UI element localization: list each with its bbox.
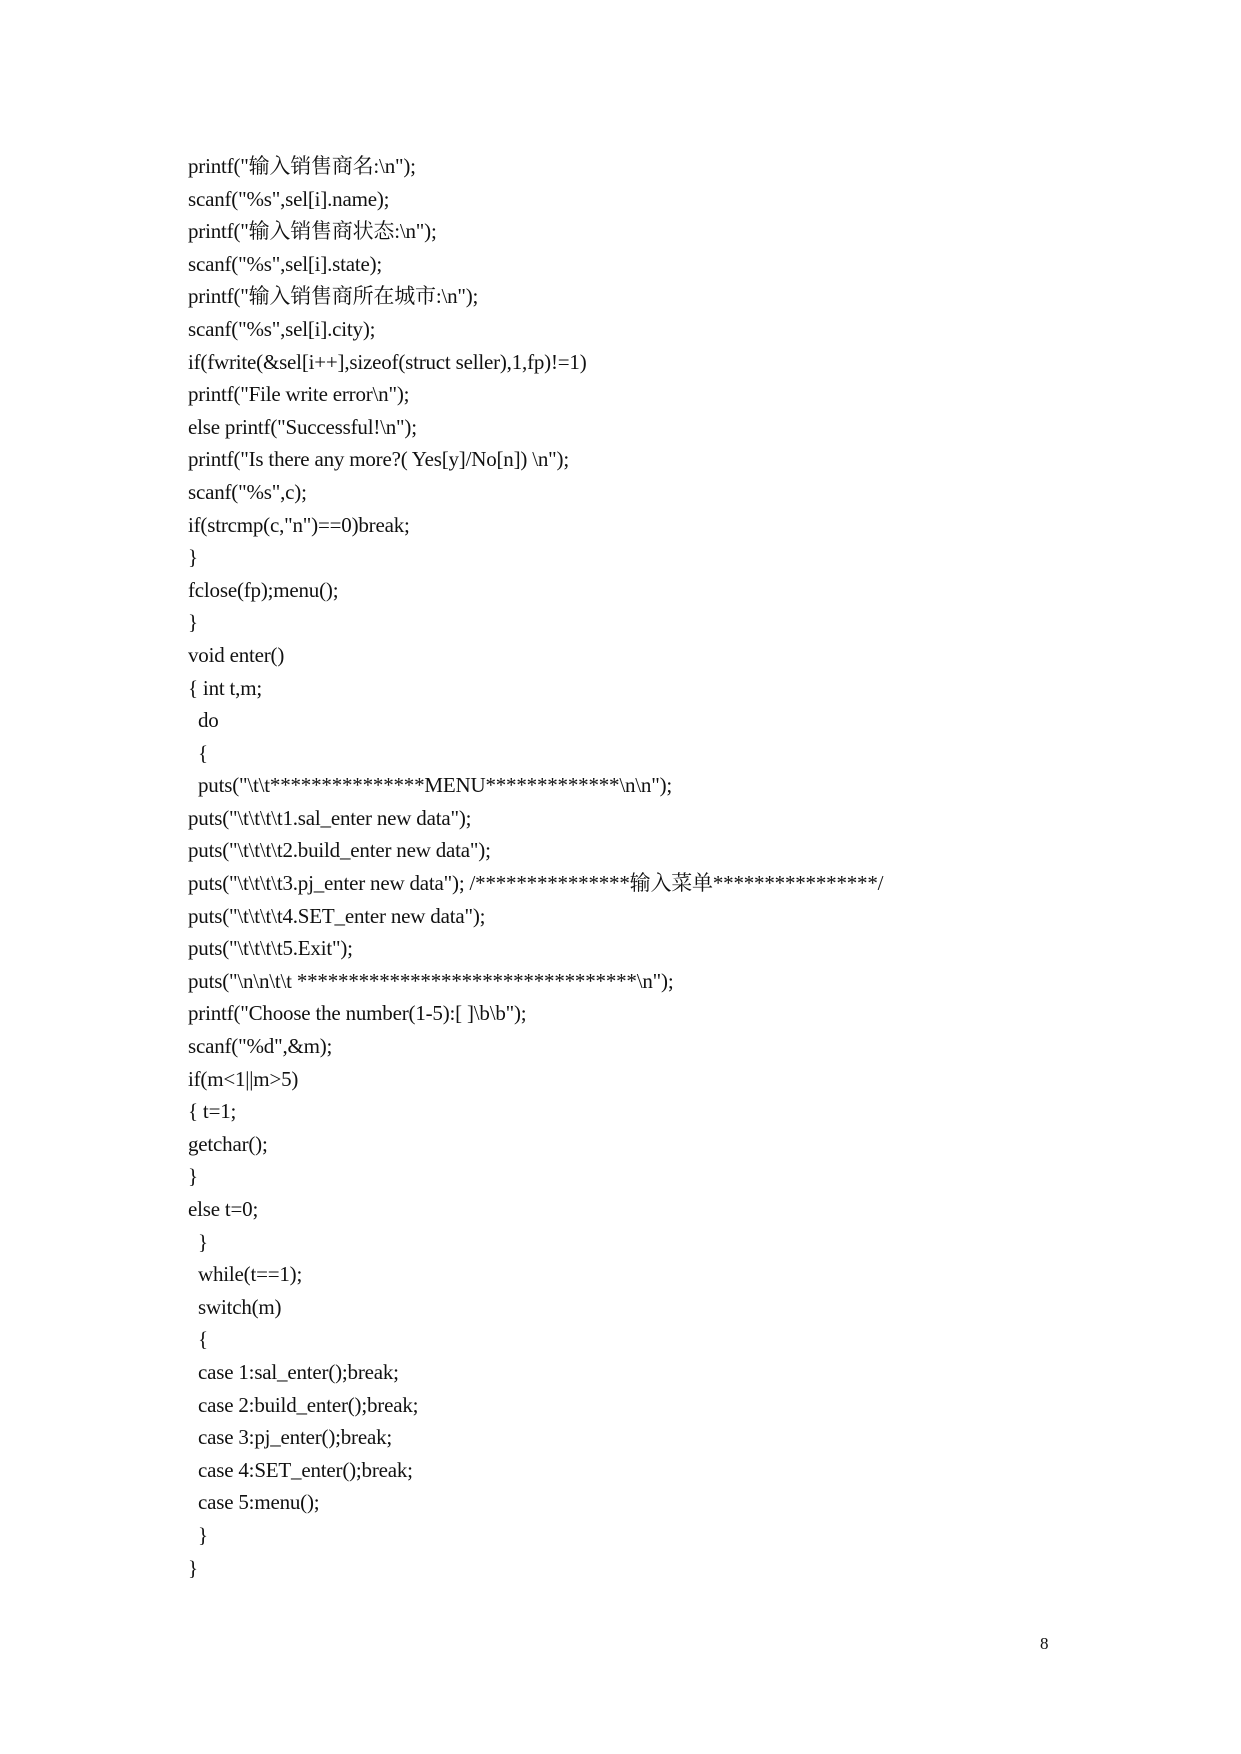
code-line: printf("Choose the number(1-5):[ ]\b\b"); (188, 1001, 527, 1026)
code-line: do (198, 708, 219, 733)
code-line: puts("\t\t\t\t2.build_enter new data"); (188, 838, 491, 863)
code-line: scanf("%s",sel[i].name); (188, 186, 390, 211)
code-line: } (198, 1522, 208, 1547)
code-line: printf("Is there any more?( Yes[y]/No[n]) \n"); (188, 447, 569, 472)
code-line: printf("输入销售商所在城市:\n"); (188, 284, 479, 309)
code-line: void enter() (188, 642, 285, 667)
code-line: getchar(); (188, 1131, 268, 1156)
code-line: } (198, 1229, 208, 1254)
code-line: scanf("%s",c); (188, 479, 307, 504)
code-line: { (198, 1327, 208, 1352)
code-line: puts("\t\t\t\t5.Exit"); (188, 936, 353, 961)
code-line: switch(m) (198, 1294, 282, 1319)
code-line: else printf("Successful!\n"); (188, 414, 417, 439)
code-line: case 3:pj_enter();break; (198, 1425, 393, 1450)
code-line: { (198, 740, 208, 765)
code-line: scanf("%s",sel[i].state); (188, 251, 383, 276)
page-number: 8 (1040, 1634, 1049, 1653)
code-line: puts("\n\n\t\t *********************************\n"); (188, 968, 674, 993)
code-line: puts("\t\t\t\t1.sal_enter new data"); (188, 805, 472, 830)
code-line: puts("\t\t\t\t3.pj_enter new data"); /***************输入菜单****************/ (188, 871, 884, 896)
code-line: if(fwrite(&sel[i++],sizeof(struct seller),1,fp)!=1) (188, 349, 587, 374)
code-line: if(strcmp(c,"n")==0)break; (188, 512, 410, 537)
code-line: { int t,m; (188, 675, 263, 700)
code-line: case 5:menu(); (198, 1490, 320, 1515)
code-line: printf("File write error\n"); (188, 382, 410, 407)
code-line: { t=1; (188, 1099, 237, 1124)
code-line: while(t==1); (198, 1262, 303, 1287)
code-line: } (188, 610, 198, 635)
code-listing (188, 150, 1168, 1584)
code-line: puts("\t\t***************MENU*************\n\n"); (198, 773, 673, 798)
code-line: printf("输入销售商状态:\n"); (188, 219, 437, 244)
code-line: case 1:sal_enter();break; (198, 1359, 399, 1384)
code-line: } (188, 545, 198, 570)
code-line: if(m<1||m>5) (188, 1066, 299, 1091)
code-line: puts("\t\t\t\t4.SET_enter new data"); (188, 903, 486, 928)
code-line: printf("输入销售商名:\n"); (188, 154, 416, 178)
code-line: fclose(fp);menu(); (188, 577, 339, 602)
code-line: } (188, 1164, 198, 1189)
code-line: case 2:build_enter();break; (198, 1392, 419, 1417)
code-line: scanf("%d",&m); (188, 1034, 333, 1059)
code-line: else t=0; (188, 1197, 259, 1221)
code-line: case 4:SET_enter();break; (198, 1457, 413, 1482)
code-line: } (188, 1555, 198, 1580)
code-line: scanf("%s",sel[i].city); (188, 316, 376, 341)
